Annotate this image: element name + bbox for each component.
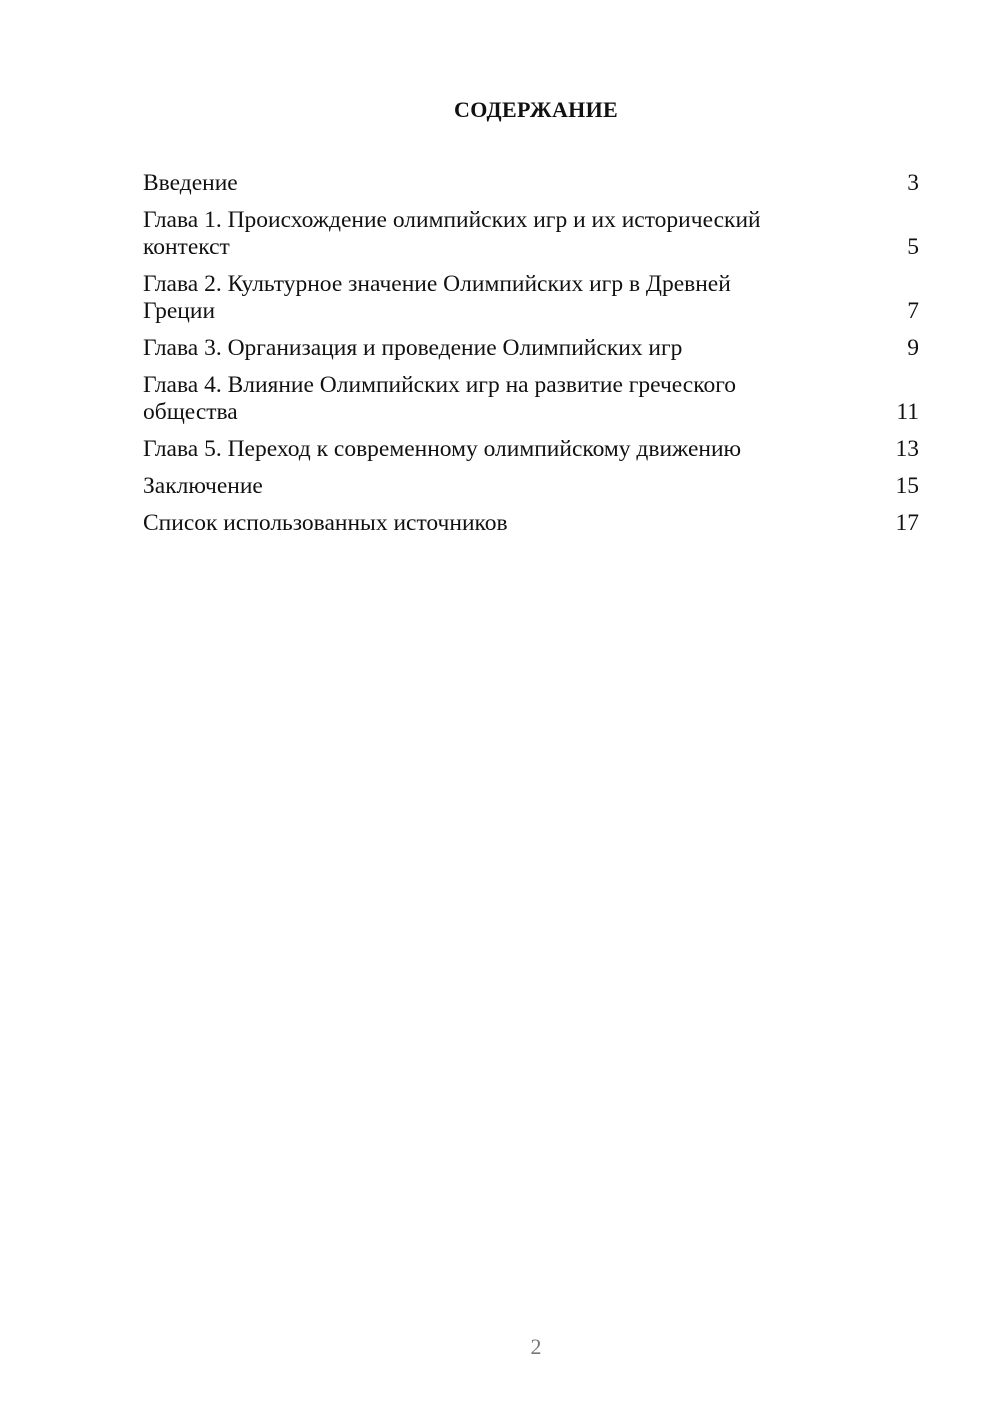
toc-entry-page: 11 <box>896 399 919 425</box>
toc-entry-title: Глава 5. Переход к современному олимпийскому движению <box>143 436 742 462</box>
toc-entry-chapter-3 <box>143 335 919 362</box>
toc-entry-title: Глава 4. Влияние Олимпийских игр на развитие греческого общества <box>143 372 737 425</box>
toc-entry-title: Глава 2. Культурное значение Олимпийских игр в Древней Греции <box>143 271 731 324</box>
page-number: 2 <box>530 1334 542 1359</box>
table-of-contents <box>143 170 919 547</box>
toc-entry-title: Введение <box>143 170 238 196</box>
toc-entry-page: 3 <box>907 170 919 196</box>
toc-entry-title: Глава 3. Организация и проведение Олимпийских игр <box>143 335 683 361</box>
toc-entry-introduction <box>143 170 919 197</box>
toc-entry-page: 15 <box>895 473 919 499</box>
toc-heading: СОДЕРЖАНИЕ <box>454 97 618 122</box>
toc-entry-title: Список использованных источников <box>143 510 508 536</box>
toc-entry-references <box>143 510 919 537</box>
toc-entry-page: 9 <box>907 335 919 361</box>
toc-entry-chapter-2 <box>143 271 919 325</box>
toc-entry-page: 17 <box>895 510 919 536</box>
toc-entry-title: Заключение <box>143 473 263 499</box>
toc-entry-page: 13 <box>895 436 919 462</box>
toc-entry-chapter-4 <box>143 372 919 426</box>
toc-entry-page: 7 <box>907 298 919 324</box>
toc-entry-chapter-1 <box>143 207 919 261</box>
toc-entry-title: Глава 1. Происхождение олимпийских игр и их исторический контекст <box>143 207 761 260</box>
toc-entry-chapter-5 <box>143 436 919 463</box>
toc-entry-conclusion <box>143 473 919 500</box>
toc-entry-page: 5 <box>907 234 919 260</box>
